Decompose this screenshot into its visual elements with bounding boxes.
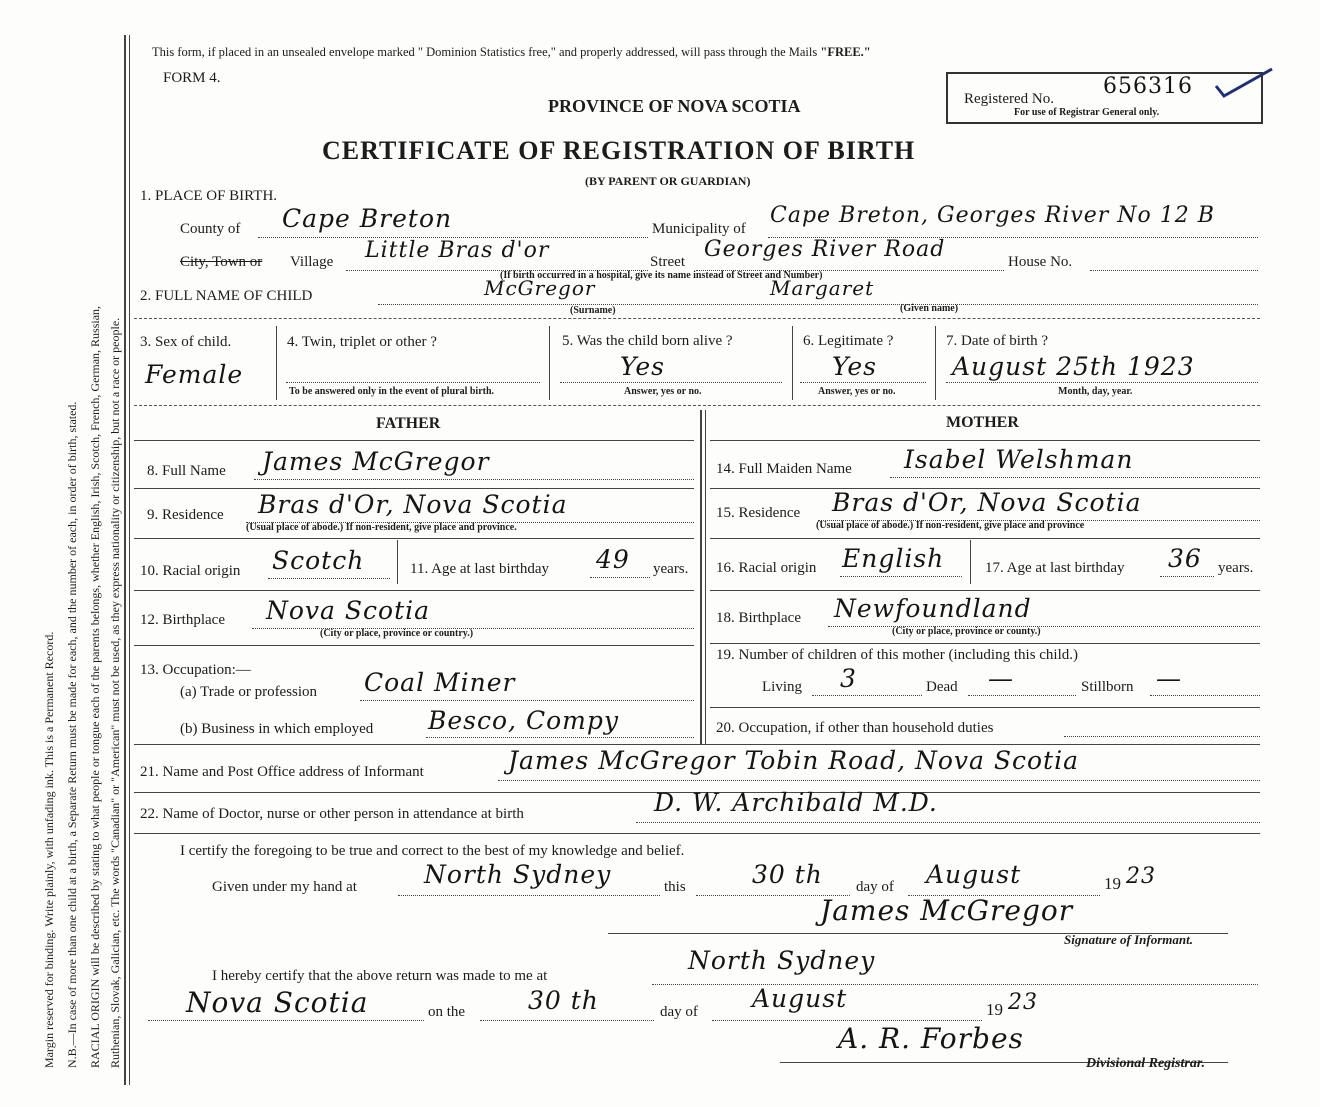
dob-value: August 25th 1923 [952,352,1195,381]
surname-caption: (Surname) [570,305,616,316]
dead-label: Dead [926,679,958,695]
father-heading: FATHER [376,415,441,432]
municipality-label: Municipality of [652,221,746,237]
mother-age-value: 36 [1168,544,1202,573]
certify-statement: I certify the foregoing to be true and correct to the best of my knowledge and belief. [180,843,685,859]
informant-signature: James McGregor [820,894,1074,927]
father-age-label: 11. Age at last birthday [410,561,549,577]
mother-race-label: 16. Racial origin [716,560,817,576]
mother-heading: MOTHER [946,414,1019,431]
registrar-day: 30 th [528,986,599,1015]
registrar-note: For use of Registrar General only. [1014,107,1160,118]
twin-label: 4. Twin, triplet or other ? [287,334,437,350]
father-residence-label: 9. Residence [147,507,224,523]
mother-age-label: 17. Age at last birthday [985,560,1125,576]
registrar-month: August [752,984,848,1013]
certify-day: 30 th [752,860,823,889]
certify-year: 23 [1126,864,1156,889]
business-label: (b) Business in which employed [180,721,374,737]
registrar-caption: Divisional Registrar. [1086,1056,1206,1071]
born-alive-note: Answer, yes or no. [624,386,702,397]
mother-residence-value: Bras d'Or, Nova Scotia [832,488,1142,517]
registrar-year: 23 [1008,990,1038,1015]
born-alive-label: 5. Was the child born alive ? [562,333,733,349]
province-heading: PROVINCE OF NOVA SCOTIA [548,96,801,116]
municipality-value: Cape Breton, Georges River No 12 B [770,203,1215,228]
hospital-note: (If birth occurred in a hospital, give its name instead of Street and Number) [500,270,823,281]
registered-label: Registered No. [964,91,1054,107]
father-residence-value: Bras d'Or, Nova Scotia [258,490,568,519]
father-birthplace-label: 12. Birthplace [140,612,225,628]
father-age-value: 49 [596,545,630,574]
business-value: Besco, Compy [428,706,619,735]
sex-label: 3. Sex of child. [140,334,232,350]
registrar-place-province: Nova Scotia [186,986,369,1019]
checkmark-icon [1212,66,1276,102]
father-age-unit: years. [653,561,689,577]
father-occupation-label: 13. Occupation:— [140,662,251,678]
form-number: FORM 4. [163,70,221,86]
street-value: Georges River Road [704,237,946,262]
trade-value: Coal Miner [364,668,516,697]
stillborn-label: Stillborn [1081,679,1134,695]
dob-note: Month, day, year. [1058,386,1133,397]
place-of-birth-heading: 1. PLACE OF BIRTH. [140,188,278,204]
page-title: CERTIFICATE OF REGISTRATION OF BIRTH [322,136,916,165]
county-value: Cape Breton [282,204,453,233]
registrar-place: North Sydney [688,946,876,975]
doctor-label: 22. Name of Doctor, nurse or other person in attendance at birth [140,806,524,822]
living-value: 3 [840,664,857,693]
onthe-label: on the [428,1004,466,1020]
mother-residence-note: (Usual place of abode.) If non-resident, give place and province [816,520,1085,531]
page-subtitle: (BY PARENT OR GUARDIAN) [585,174,751,188]
father-name-label: 8. Full Name [147,463,226,479]
this-label: this [664,879,686,895]
born-alive-value: Yes [620,352,665,381]
father-birthplace-note: (City or place, province or country.) [320,628,474,639]
margin-instructions-1: Margin reserved for binding. Write plainly, with unfading ink. This is a Permanent Record. [42,631,56,1068]
given-name-caption: (Given name) [900,303,959,314]
county-label: County of [180,221,241,237]
registrar-dayof-label: day of [660,1004,698,1020]
trade-label: (a) Trade or profession [180,684,318,700]
margin-rule [124,35,126,1085]
stillborn-value: — [1156,664,1182,693]
postal-notice: This form, if placed in an unsealed envelope marked " Dominion Statistics free," and properly addressed, will pass through the Mails "FREE." [152,45,871,59]
child-given-name: Margaret [770,276,875,300]
father-race-label: 10. Racial origin [140,563,241,579]
legitimate-label: 6. Legitimate ? [803,333,894,349]
doctor-value: D. W. Archibald M.D. [654,788,938,817]
village-label: Village [290,254,334,270]
mother-name-value: Isabel Welshman [904,445,1134,474]
child-surname: McGregor [484,276,596,300]
margin-instructions-2: N.B.—In case of more than one child at a birth, a Separate Return must be made for each, and the number of each, in order of birth, stated. [65,401,79,1068]
children-count-label: 19. Number of children of this mother (including this child.) [716,647,1079,663]
twin-note: To be answered only in the event of plural birth. [289,386,495,397]
registered-number: 656316 [1103,74,1193,99]
certify-dayof-label: day of [856,879,894,895]
dob-label: 7. Date of birth ? [946,333,1049,349]
registrar-statement: I hereby certify that the above return was made to me at [212,968,548,984]
city-town-struck: City, Town or [180,254,263,270]
registrar-year-prefix: 19 [986,1000,1003,1019]
father-birthplace-value: Nova Scotia [266,596,431,625]
father-name-value: James McGregor [262,447,490,476]
mother-name-label: 14. Full Maiden Name [716,461,852,477]
given-place: North Sydney [424,860,612,889]
sex-value: Female [145,360,244,389]
living-label: Living [762,679,802,695]
informant-value: James McGregor Tobin Road, Nova Scotia [508,746,1080,775]
margin-rule-inner [129,35,130,1085]
street-label: Street [650,254,685,270]
mother-occupation-label: 20. Occupation, if other than household duties [716,720,994,736]
given-label: Given under my hand at [212,879,357,895]
father-residence-note: (Usual place of abode.) If non-resident, give place and province. [246,522,517,533]
informant-label: 21. Name and Post Office address of Informant [140,764,424,780]
mother-birthplace-note: (City or place, province or county.) [892,626,1041,637]
mother-age-unit: years. [1218,560,1254,576]
margin-instructions-3: RACIAL ORIGIN will be described by stating to what people or tongue each of the parents belongs, whether English, Irish, Scotch, French, German, Russian, [88,305,102,1068]
binding-margin [0,0,120,1107]
mother-residence-label: 15. Residence [716,505,801,521]
house-number-label: House No. [1008,254,1073,270]
informant-signature-caption: Signature of Informant. [1064,932,1193,947]
margin-instructions-4: Ruthenian, Slovak, Galician, etc. The words "Canadian" or "American" must not be used, as they express nationality or citizenship, but not a race or people. [108,317,122,1068]
certify-year-prefix: 19 [1104,874,1121,893]
registrar-signature: A. R. Forbes [838,1022,1024,1055]
father-race-value: Scotch [272,546,365,575]
village-value: Little Bras d'or [365,238,550,263]
mother-race-value: English [842,544,945,573]
dead-value: — [988,664,1014,693]
legitimate-value: Yes [832,352,877,381]
mother-birthplace-value: Newfoundland [834,594,1032,623]
certify-month: August [926,860,1022,889]
legitimate-note: Answer, yes or no. [818,386,896,397]
child-name-label: 2. FULL NAME OF CHILD [140,288,313,304]
mother-birthplace-label: 18. Birthplace [716,610,801,626]
